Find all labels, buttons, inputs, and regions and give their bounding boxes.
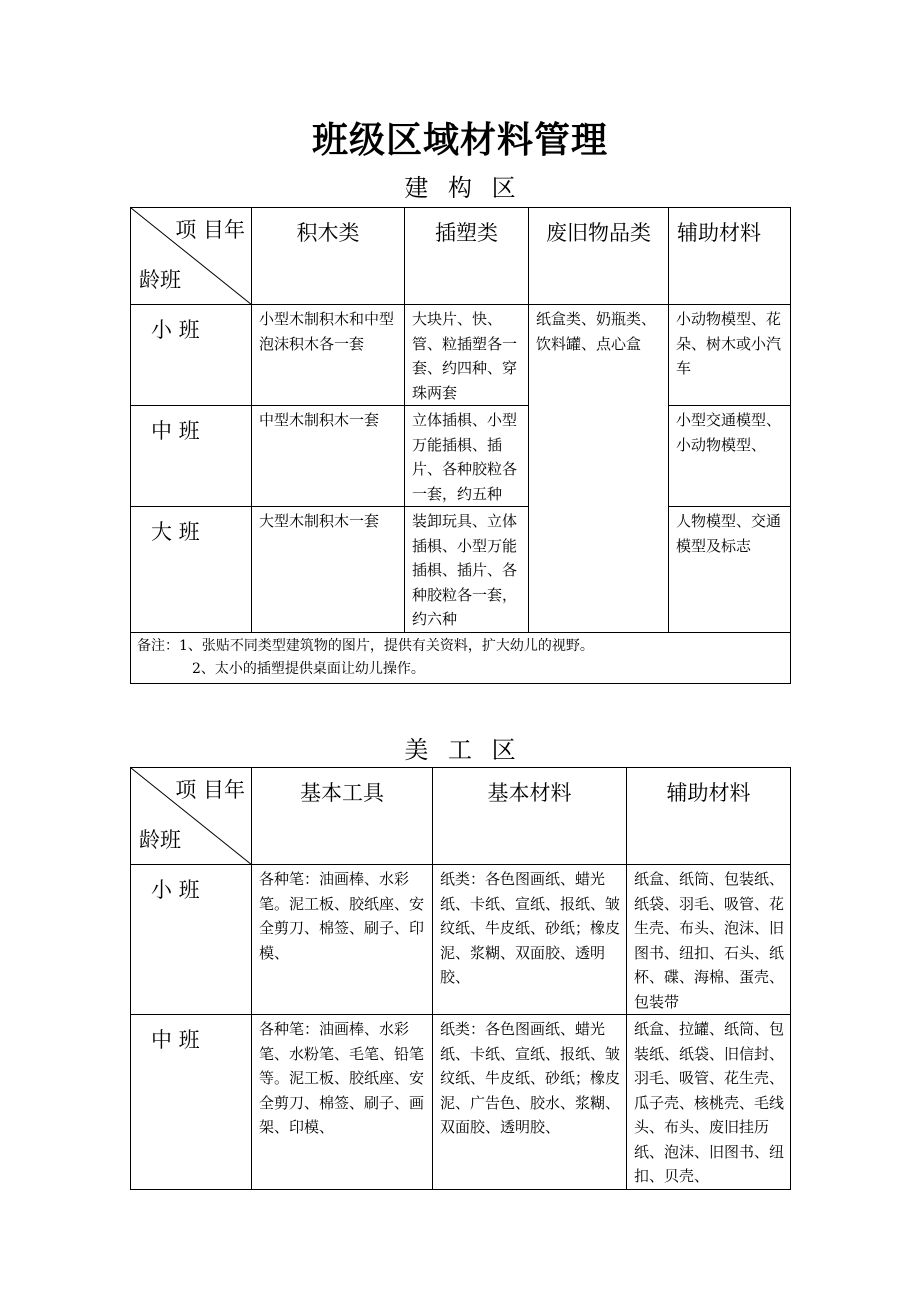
table-row	[131, 406, 791, 507]
table-cell: 小动物模型、花朵、树木或小汽车	[669, 305, 791, 406]
table-cell: 大块片、快、管、粒插塑各一套、约四种、穿珠两套	[405, 305, 529, 406]
row-age-label: 小 班	[131, 305, 252, 406]
table-cell: 纸类：各色图画纸、蜡光纸、卡纸、宣纸、报纸、皱纹纸、牛皮纸、砂纸；橡皮泥、广告色、胶水、浆糊、双面胶、透明胶、	[433, 1015, 627, 1190]
table-cell: 立体插椇、小型万能插椇、插片、各种胶粒各一套，约五种	[405, 406, 529, 507]
row-age-label: 中 班	[131, 406, 252, 507]
diagonal-header-cell	[131, 208, 252, 305]
column-header: 辅助材料	[669, 208, 791, 305]
art-table	[130, 767, 791, 1190]
table-cell: 中型木制积木一套	[252, 406, 405, 507]
table-cell: 各种笔：油画棒、水彩笔。泥工板、胶纸座、安全剪刀、棉签、刷子、印模、	[252, 865, 433, 1015]
table-cell: 各种笔：油画棒、水彩笔、水粉笔、毛笔、铅笔等。泥工板、胶纸座、安全剪刀、棉签、刷子、画架、印模、	[252, 1015, 433, 1190]
note-line-2: 2、太小的插塑提供桌面让幼儿操作。	[192, 660, 425, 677]
table-header-row	[131, 768, 791, 865]
row-age-label: 大 班	[131, 507, 252, 633]
section-title-construction: 建 构 区	[404, 174, 516, 202]
table-row	[131, 305, 791, 406]
page-title: 班级区域材料管理	[311, 119, 608, 161]
diag-header-top: 项 目年	[175, 778, 245, 802]
notes-row	[131, 632, 791, 683]
table-row	[131, 1015, 791, 1190]
table-row	[131, 507, 791, 633]
table-cell: 大型木制积木一套	[252, 507, 405, 633]
notes-cell	[131, 632, 791, 683]
diag-header-top: 项 目年	[175, 218, 245, 242]
construction-table	[130, 207, 791, 684]
table-cell: 小型木制积木和中型泡沫积木各一套	[252, 305, 405, 406]
column-header: 废旧物品类	[529, 208, 669, 305]
column-header: 积木类	[252, 208, 405, 305]
note-line-1: 备注：1、张贴不同类型建筑物的图片，提供有关资料，扩大幼儿的视野。	[137, 637, 594, 654]
column-header: 基本工具	[252, 768, 433, 865]
row-age-label: 中 班	[131, 1015, 252, 1190]
column-header: 基本材料	[433, 768, 627, 865]
diagonal-header-cell	[131, 768, 252, 865]
column-header: 辅助材料	[627, 768, 791, 865]
diag-header-bottom: 龄班	[139, 828, 181, 852]
table-cell: 纸类：各色图画纸、蜡光纸、卡纸、宣纸、报纸、皱纹纸、牛皮纸、砂纸；橡皮泥、浆糊、双面胶、透明胶、	[433, 865, 627, 1015]
column-header: 插塑类	[405, 208, 529, 305]
table-cell: 小型交通模型、小动物模型、	[669, 406, 791, 507]
row-age-label: 小 班	[131, 865, 252, 1015]
table-cell: 纸盒、拉罐、纸筒、包装纸、纸袋、旧信封、羽毛、吸管、花生壳、瓜子壳、核桃壳、毛线头、布头、废旧挂历纸、泡沫、旧图书、纽扣、贝壳、	[627, 1015, 791, 1190]
diag-header-bottom: 龄班	[139, 268, 181, 292]
table-cell-merged: 纸盒类、奶瓶类、饮料罐、点心盒	[529, 305, 669, 633]
table-cell: 装卸玩具、立体插椇、小型万能插椇、插片、各种胶粒各一套，约六种	[405, 507, 529, 633]
table-row	[131, 865, 791, 1015]
section-title-art: 美 工 区	[404, 736, 516, 764]
table-cell: 人物模型、交通模型及标志	[669, 507, 791, 633]
table-cell: 纸盒、纸筒、包装纸、纸袋、羽毛、吸管、花生壳、布头、泡沫、旧图书、纽扣、石头、纸杯、碟、海棉、蛋壳、包装带	[627, 865, 791, 1015]
table-header-row	[131, 208, 791, 305]
